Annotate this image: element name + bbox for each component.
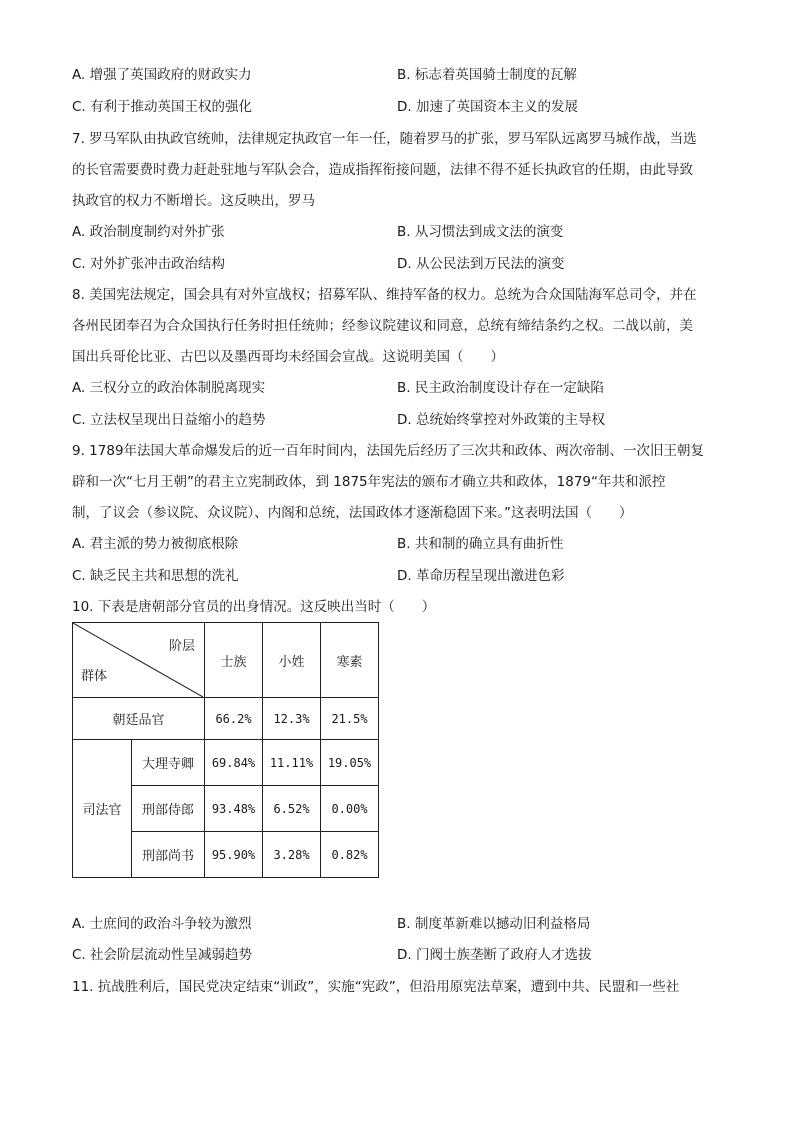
table-cell: 3.28% [263, 832, 321, 878]
q10-option-d: D. 门阀士族垄断了政府人才选拔 [397, 947, 592, 963]
q10-option-b: B. 制度革新难以撼动旧利益格局 [397, 916, 591, 932]
row-label-dali-siqing: 大理寺卿 [132, 740, 205, 786]
table-corner-cell [73, 623, 205, 698]
q9-option-c: C. 缺乏民主共和思想的洗礼 [72, 568, 239, 584]
q8-option-b: B. 民主政治制度设计存在一定缺陷 [397, 380, 604, 396]
q7-option-c: C. 对外扩张冲击政治结构 [72, 256, 226, 272]
q9-stem-line-3: 制，了议会（参议院、众议院）、内阁和总统，法国政体才逐渐稳固下来。”这表明法国（ ） [72, 505, 633, 521]
table-cell: 6.52% [263, 786, 321, 832]
q11-stem-line-1: 11. 抗战胜利后，国民党决定结束“训政”，实施“宪政”，但沿用原宪法草案，遭到中共、民盟和一些社 [72, 979, 680, 995]
q10-option-a: A. 士庶间的政治斗争较为激烈 [72, 916, 252, 932]
table-cell: 11.11% [263, 740, 321, 786]
q6-option-d: D. 加速了英国资本主义的发展 [397, 99, 578, 115]
q8-option-a: A. 三权分立的政治体制脱离现实 [72, 380, 266, 396]
table-cell: 0.82% [321, 832, 379, 878]
col-header-xiaoxing: 小姓 [263, 623, 321, 698]
q9-option-b: B. 共和制的确立具有曲折性 [397, 536, 564, 552]
q8-stem-line-2: 各州民团奉召为合众国执行任务时担任统帅；经参议院建议和同意，总统有缔结条约之权。二战以前，美 [72, 318, 693, 334]
q6-option-a: A. 增强了英国政府的财政实力 [72, 67, 252, 83]
q6-option-b: B. 标志着英国骑士制度的瓦解 [397, 67, 577, 83]
row-label-xingbu-shilang: 刑部侍郎 [132, 786, 205, 832]
q8-option-d: D. 总统始终掌控对外政策的主导权 [397, 412, 605, 428]
col-header-shizu: 士族 [205, 623, 263, 698]
col-header-hansu: 寒素 [321, 623, 379, 698]
q8-stem-line-3: 国出兵哥伦比亚、古巴以及墨西哥均未经国会宣战。这说明美国（ ） [72, 349, 504, 365]
table-cell: 66.2% [205, 698, 263, 740]
table-cell: 95.90% [205, 832, 263, 878]
header-stratum-label: 阶层 [168, 639, 195, 654]
q9-option-d: D. 革命历程呈现出激进色彩 [397, 568, 565, 584]
q8-option-c: C. 立法权呈现出日益缩小的趋势 [72, 412, 266, 428]
q6-option-c: C. 有利于推动英国王权的强化 [72, 99, 253, 115]
table-cell: 12.3% [263, 698, 321, 740]
table-cell: 19.05% [321, 740, 379, 786]
official-origin-table [72, 622, 379, 878]
row-label-court-officials: 朝廷品官 [73, 698, 205, 740]
table-cell: 69.84% [205, 740, 263, 786]
row-group-judicial-officials: 司法官 [73, 740, 132, 878]
header-group-label: 群体 [81, 669, 108, 684]
q8-stem-line-1: 8. 美国宪法规定，国会具有对外宣战权；招募军队、维持军备的权力。总统为合众国陆海军总司令，并在 [72, 287, 697, 303]
q7-option-d: D. 从公民法到万民法的演变 [397, 256, 565, 272]
q9-option-a: A. 君主派的势力被彻底根除 [72, 536, 239, 552]
q7-stem-line-2: 的长官需要费时费力赶赴驻地与军队会合，造成指挥衔接问题，法律不得不延长执政官的任期，由此导致 [72, 162, 693, 178]
q7-option-a: A. 政治制度制约对外扩张 [72, 224, 225, 240]
row-label-xingbu-shangshu: 刑部尚书 [132, 832, 205, 878]
q7-option-b: B. 从习惯法到成文法的演变 [397, 224, 564, 240]
table-cell: 93.48% [205, 786, 263, 832]
q7-stem-line-3: 执政官的权力不断增长。这反映出，罗马 [72, 193, 315, 209]
q10-option-c: C. 社会阶层流动性呈减弱趋势 [72, 947, 253, 963]
q9-stem-line-1: 9. 1789年法国大革命爆发后的近一百年时间内，法国先后经历了三次共和政体、两次帝制、一次旧王朝复 [72, 443, 705, 459]
table-cell: 0.00% [321, 786, 379, 832]
q9-stem-line-2: 辟和一次“七月王朝”的君主立宪制政体，到 1875年宪法的颁布才确立共和政体，1879“年共和派控 [72, 474, 666, 490]
q10-stem: 10. 下表是唐朝部分官员的出身情况。这反映出当时（ ） [72, 599, 436, 615]
table-cell: 21.5% [321, 698, 379, 740]
q7-stem-line-1: 7. 罗马军队由执政官统帅，法律规定执政官一年一任，随着罗马的扩张，罗马军队远离罗马城作战，当选 [72, 131, 697, 147]
